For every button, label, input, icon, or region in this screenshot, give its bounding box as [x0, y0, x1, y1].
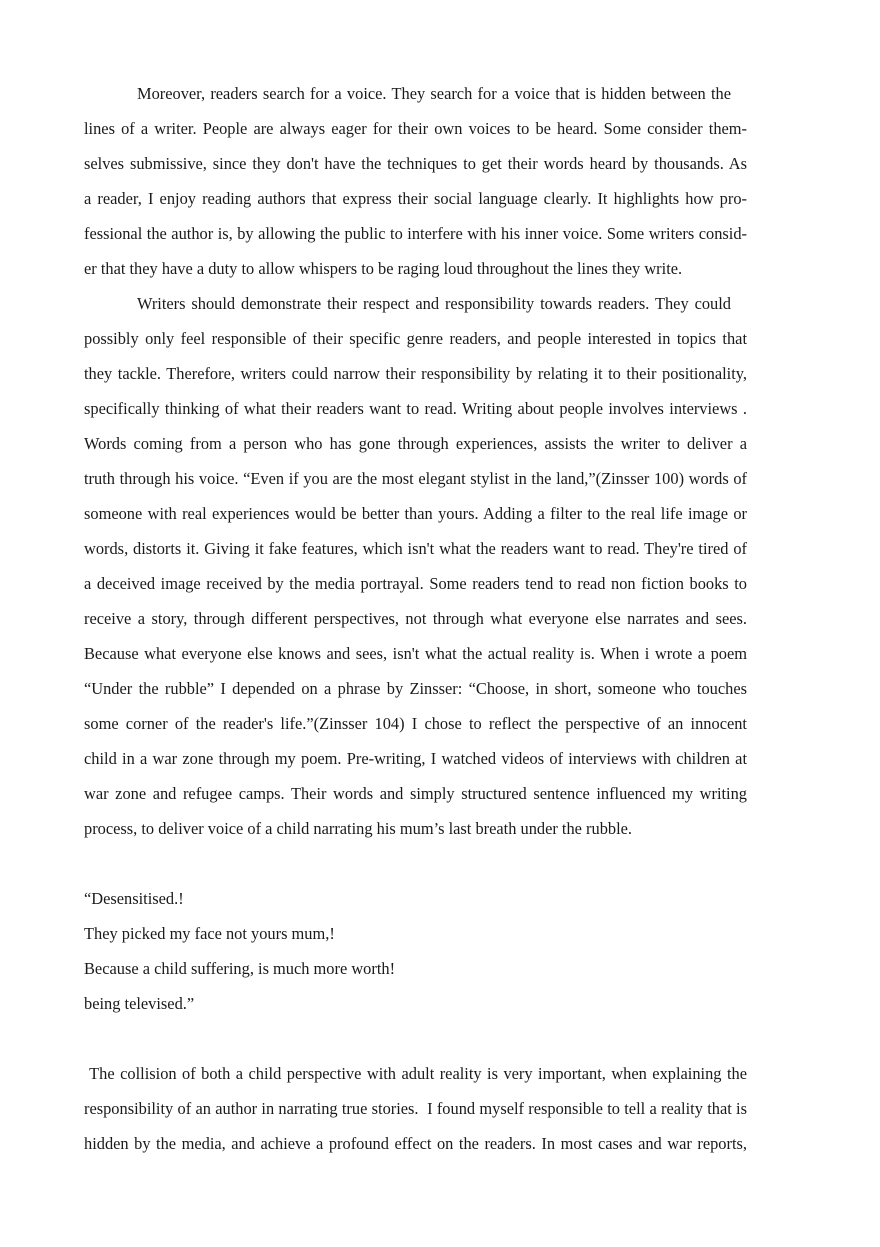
paragraph-1-line-6: er that they have a duty to allow whispers to be raging loud throughout the lines they write. [84, 259, 683, 278]
paragraph-2-line-9: a deceived image received by the media portrayal. Some readers tend to read non fiction books to [84, 574, 747, 593]
closing-line-1: The collision of both a child perspective with adult reality is very important, when explaining the [84, 1064, 747, 1083]
closing-line-2: responsibility of an author in narrating true stories. I found myself responsible to tell a reality that is [84, 1099, 747, 1118]
paragraph-2-line-14: child in a war zone through my poem. Pre-writing, I watched videos of interviews with children at [84, 749, 747, 768]
paragraph-2-line-11: Because what everyone else knows and sees, isn't what the actual reality is. When i wrote a poem [84, 644, 747, 663]
poem-line-4: being televised.” [84, 994, 195, 1013]
closing-line-3: hidden by the media, and achieve a profound effect on the readers. In most cases and war reports, [84, 1134, 747, 1153]
poem-line-3: Because a child suffering, is much more worth! [84, 959, 396, 978]
paragraph-2-line-8: words, distorts it. Giving it fake features, which isn't what the readers want to read. They're tired of [84, 539, 747, 558]
poem-line-2: They picked my face not yours mum,! [84, 924, 335, 943]
paragraph-1-line-4: a reader, I enjoy reading authors that express their social language clearly. It highlights how pro- [84, 189, 747, 208]
paragraph-1-line-2: lines of a writer. People are always eager for their own voices to be heard. Some consider them- [84, 119, 747, 138]
paragraph-2-line-13: some corner of the reader's life.”(Zinsser 104) I chose to reflect the perspective of an innocent [84, 714, 747, 733]
paragraph-2-line-10: receive a story, through different perspectives, not through what everyone else narrates and sees. [84, 609, 747, 628]
paragraph-2-line-16: process, to deliver voice of a child narrating his mum’s last breath under the rubble. [84, 819, 633, 838]
paragraph-2-line-15: war zone and refugee camps. Their words and simply structured sentence influenced my writing [84, 784, 747, 803]
paragraph-2-line-4: specifically thinking of what their readers want to read. Writing about people involves interviews . [84, 399, 747, 418]
paragraph-2-line-12: “Under the rubble” I depended on a phrase by Zinsser: “Choose, in short, someone who touches [84, 679, 747, 698]
paragraph-1-line-5: fessional the author is, by allowing the public to interfere with his inner voice. Some writers consid- [84, 224, 747, 243]
paragraph-1-line-1: Moreover, readers search for a voice. They search for a voice that is hidden between the [137, 84, 731, 103]
poem-line-1: “Desensitised.! [84, 889, 184, 908]
paragraph-2-line-7: someone with real experiences would be better than yours. Adding a filter to the real life image or [84, 504, 747, 523]
paragraph-2-line-1: Writers should demonstrate their respect and responsibility towards readers. They could [137, 294, 731, 313]
paragraph-2-line-5: Words coming from a person who has gone through experiences, assists the writer to deliver a [84, 434, 747, 453]
paragraph-2-line-3: they tackle. Therefore, writers could narrow their responsibility by relating it to their positionality, [84, 364, 747, 383]
paragraph-2-line-6: truth through his voice. “Even if you are the most elegant stylist in the land,”(Zinsser 100) words of [84, 469, 747, 488]
paragraph-1-line-3: selves submissive, since they don't have the techniques to get their words heard by thousands. As [84, 154, 747, 173]
paragraph-2-line-2: possibly only feel responsible of their specific genre readers, and people interested in topics that [84, 329, 747, 348]
